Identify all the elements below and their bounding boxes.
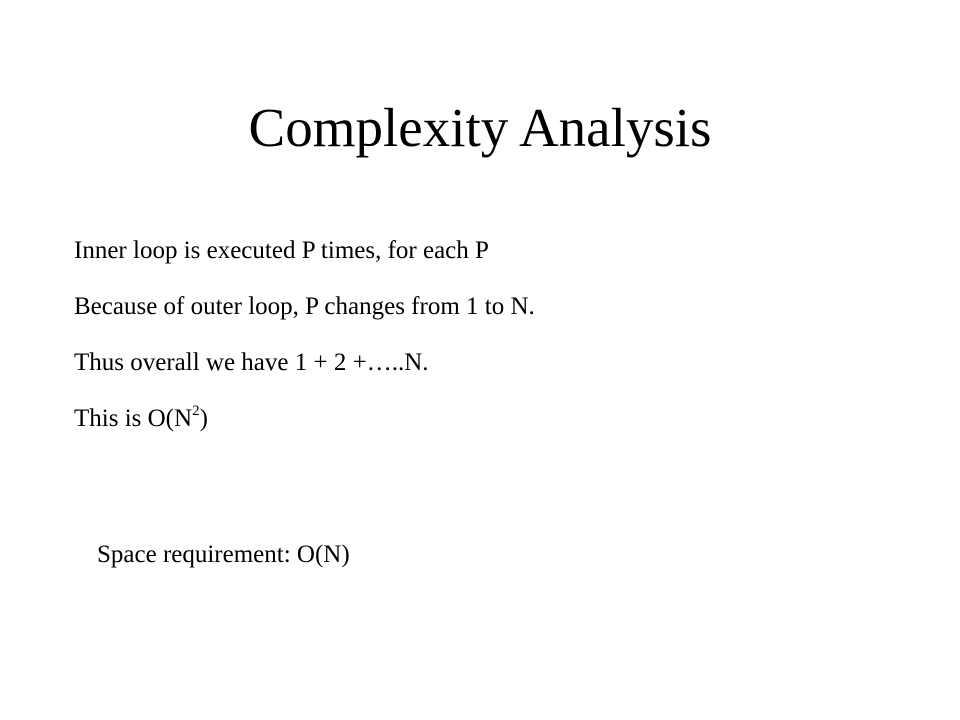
space-requirement-text: Space requirement: O(N)	[97, 541, 350, 568]
slide-title: Complexity Analysis	[248, 97, 712, 158]
body-line-outer-loop: Because of outer loop, P changes from 1 to N.	[74, 293, 535, 320]
complexity-prefix: This is O(N	[74, 405, 193, 432]
complexity-exponent: 2	[192, 402, 200, 419]
body-line-complexity	[74, 403, 208, 435]
complexity-suffix: )	[199, 405, 208, 432]
body-line-inner-loop: Inner loop is executed P times, for each P	[74, 237, 489, 264]
body-line-overall-sum: Thus overall we have 1 + 2 +…..N.	[74, 349, 429, 376]
